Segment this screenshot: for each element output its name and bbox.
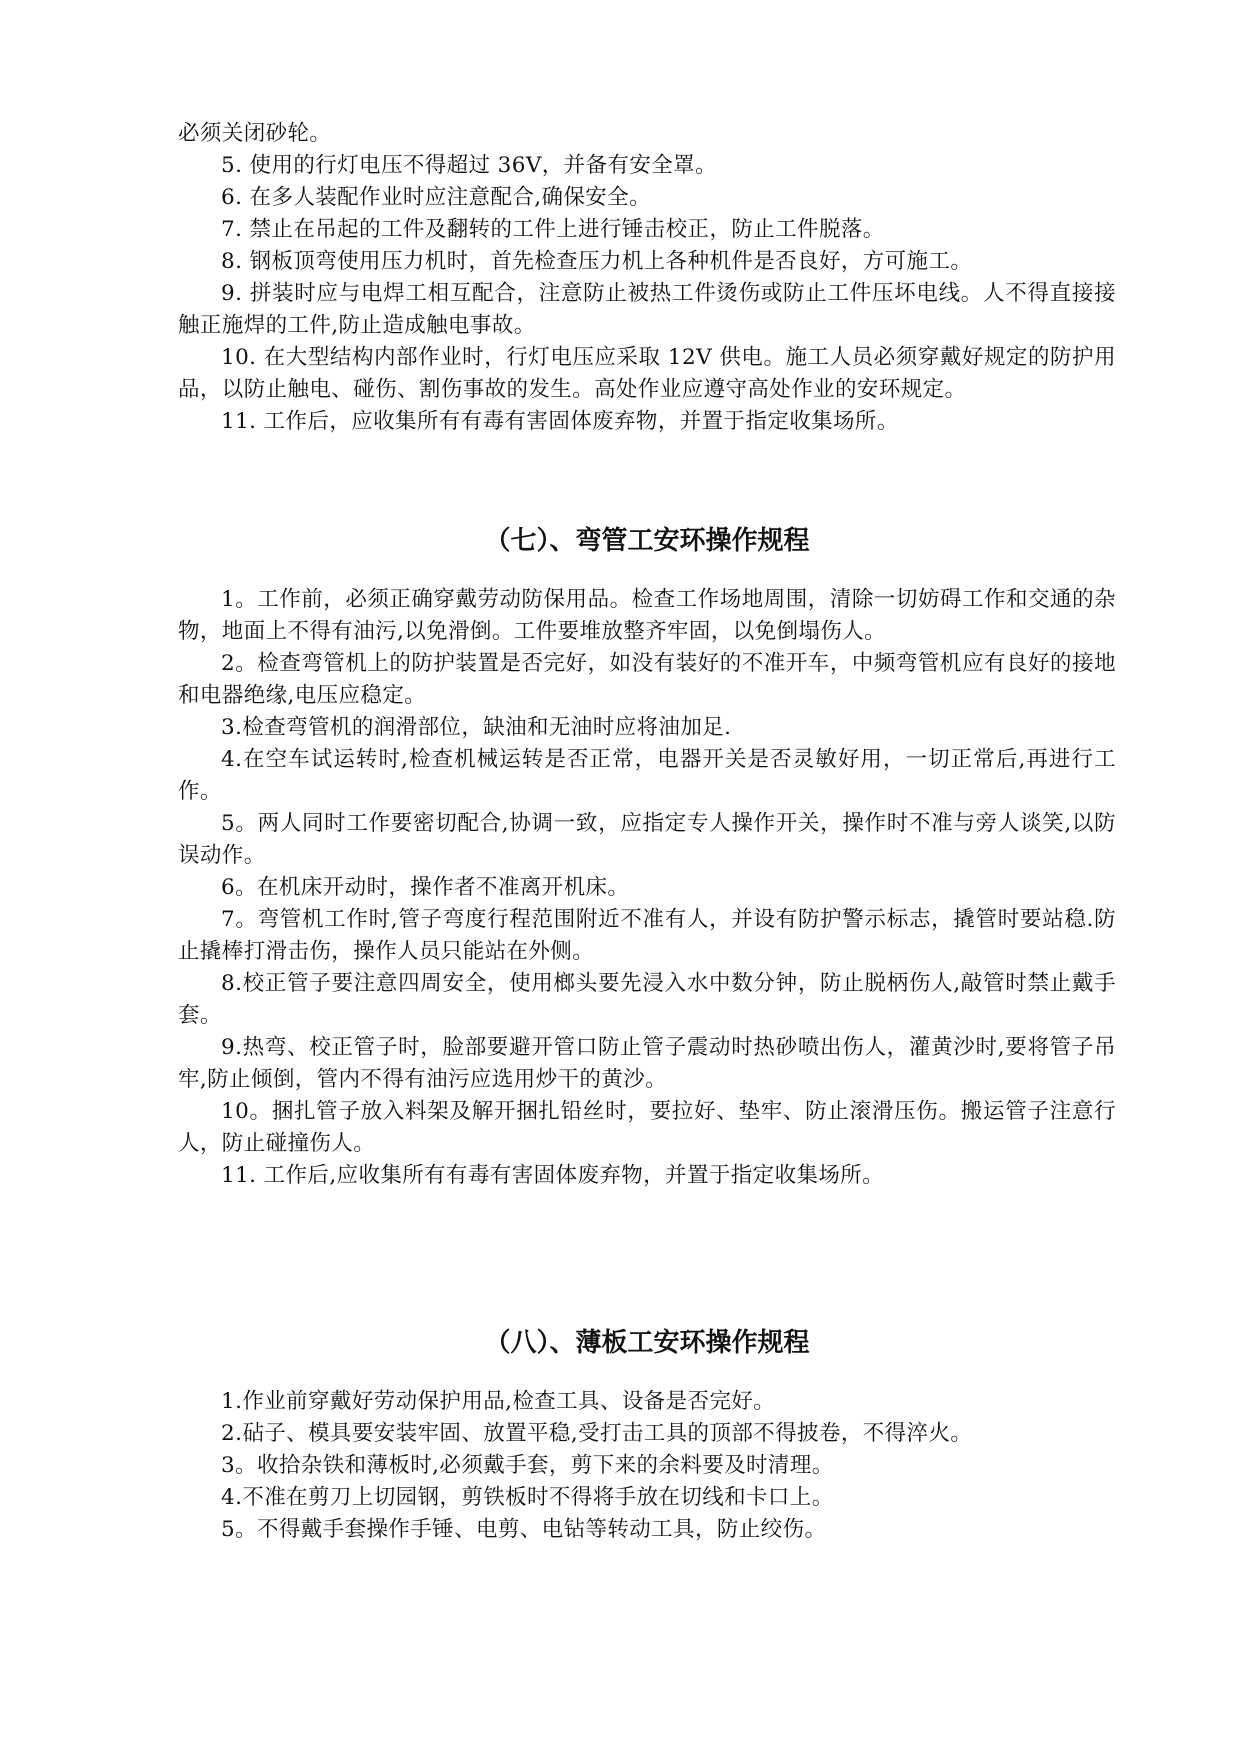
rule-paragraph: 5。两人同时工作要密切配合,协调一致，应指定专人操作开关，操作时不准与旁人谈笑,以防误动作。 [178,811,1116,868]
rule-paragraph: 8. 钢板顶弯使用压力机时，首先检查压力机上各种机件是否良好，方可施工。 [221,249,973,274]
rule-paragraph: 2.砧子、模具要安装牢固、放置平稳,受打击工具的顶部不得披卷，不得淬火。 [221,1421,973,1446]
rule-paragraph: 3。收拾杂铁和薄板时,必须戴手套，剪下来的余料要及时清理。 [221,1453,834,1478]
section-7-rules [178,584,1116,1192]
rule-paragraph: 6. 在多人装配作业时应注意配合,确保安全。 [221,185,651,210]
section-7-title: （七）、弯管工安环操作规程 [484,526,810,556]
rule-paragraph: 3.检查弯管机的润滑部位，缺油和无油时应将油加足. [221,715,732,740]
rule-paragraph: 1。工作前，必须正确穿戴劳动防保用品。检查工作场地周围，清除一切妨碍工作和交通的杂物，地面上不得有油污,以免滑倒。工件要堆放整齐牢固，以免倒塌伤人。 [178,587,1116,644]
rule-paragraph: 5. 使用的行灯电压不得超过 36V，并备有安全罩。 [221,153,717,178]
rule-paragraph: 5。不得戴手套操作手锤、电剪、电钻等转动工具，防止绞伤。 [221,1517,827,1542]
rule-paragraph: 必须关闭砂轮。 [178,121,332,146]
rule-paragraph: 4.在空车试运转时,检查机械运转是否正常，电器开关是否灵敏好用，一切正常后,再进行工作。 [178,747,1116,804]
section-previous-rules [178,118,1116,438]
rule-paragraph: 8.校正管子要注意四周安全，使用榔头要先浸入水中数分钟，防止脱柄伤人,敲管时禁止戴手套。 [178,971,1116,1028]
rule-paragraph: 11. 工作后，应收集所有有毒有害固体废弃物，并置于指定收集场所。 [221,409,899,434]
rule-paragraph: 11. 工作后,应收集所有有毒有害固体废弃物，并置于指定收集场所。 [221,1163,885,1188]
section-8-title: （八）、薄板工安环操作规程 [484,1328,810,1358]
rule-paragraph: 10。捆扎管子放入料架及解开捆扎铅丝时，要拉好、垫牢、防止滚滑压伤。搬运管子注意行人，防止碰撞伤人。 [178,1099,1116,1156]
rule-paragraph: 7。弯管机工作时,管子弯度行程范围附近不准有人，并设有防护警示标志，撬管时要站稳.防止撬棒打滑击伤，操作人员只能站在外侧。 [178,907,1116,964]
rule-paragraph: 4.不准在剪刀上切园钢，剪铁板时不得将手放在切线和卡口上。 [221,1485,834,1510]
section-8-rules [178,1386,1116,1546]
rule-paragraph: 7. 禁止在吊起的工件及翻转的工件上进行锤击校正，防止工件脱落。 [221,217,885,242]
rule-paragraph: 1.作业前穿戴好劳动保护用品,检查工具、设备是否完好。 [221,1389,776,1414]
rule-paragraph: 10. 在大型结构内部作业时，行灯电压应采取 12V 供电。施工人员必须穿戴好规定的防护用品，以防止触电、碰伤、割伤事故的发生。高处作业应遵守高处作业的安环规定。 [178,345,1116,402]
rule-paragraph: 6。在机床开动时，操作者不准离开机床。 [221,875,630,900]
rule-paragraph: 2。检查弯管机上的防护装置是否完好，如没有装好的不准开车，中频弯管机应有良好的接地和电器绝缘,电压应稳定。 [178,651,1116,708]
rule-paragraph: 9.热弯、校正管子时，脸部要避开管口防止管子震动时热砂喷出伤人，灌黄沙时,要将管子吊牢,防止倾倒，管内不得有油污应选用炒干的黄沙。 [178,1035,1116,1092]
rule-paragraph: 9. 拼装时应与电焊工相互配合，注意防止被热工件烫伤或防止工件压坏电线。人不得直接接触正施焊的工件,防止造成触电事故。 [178,281,1116,338]
